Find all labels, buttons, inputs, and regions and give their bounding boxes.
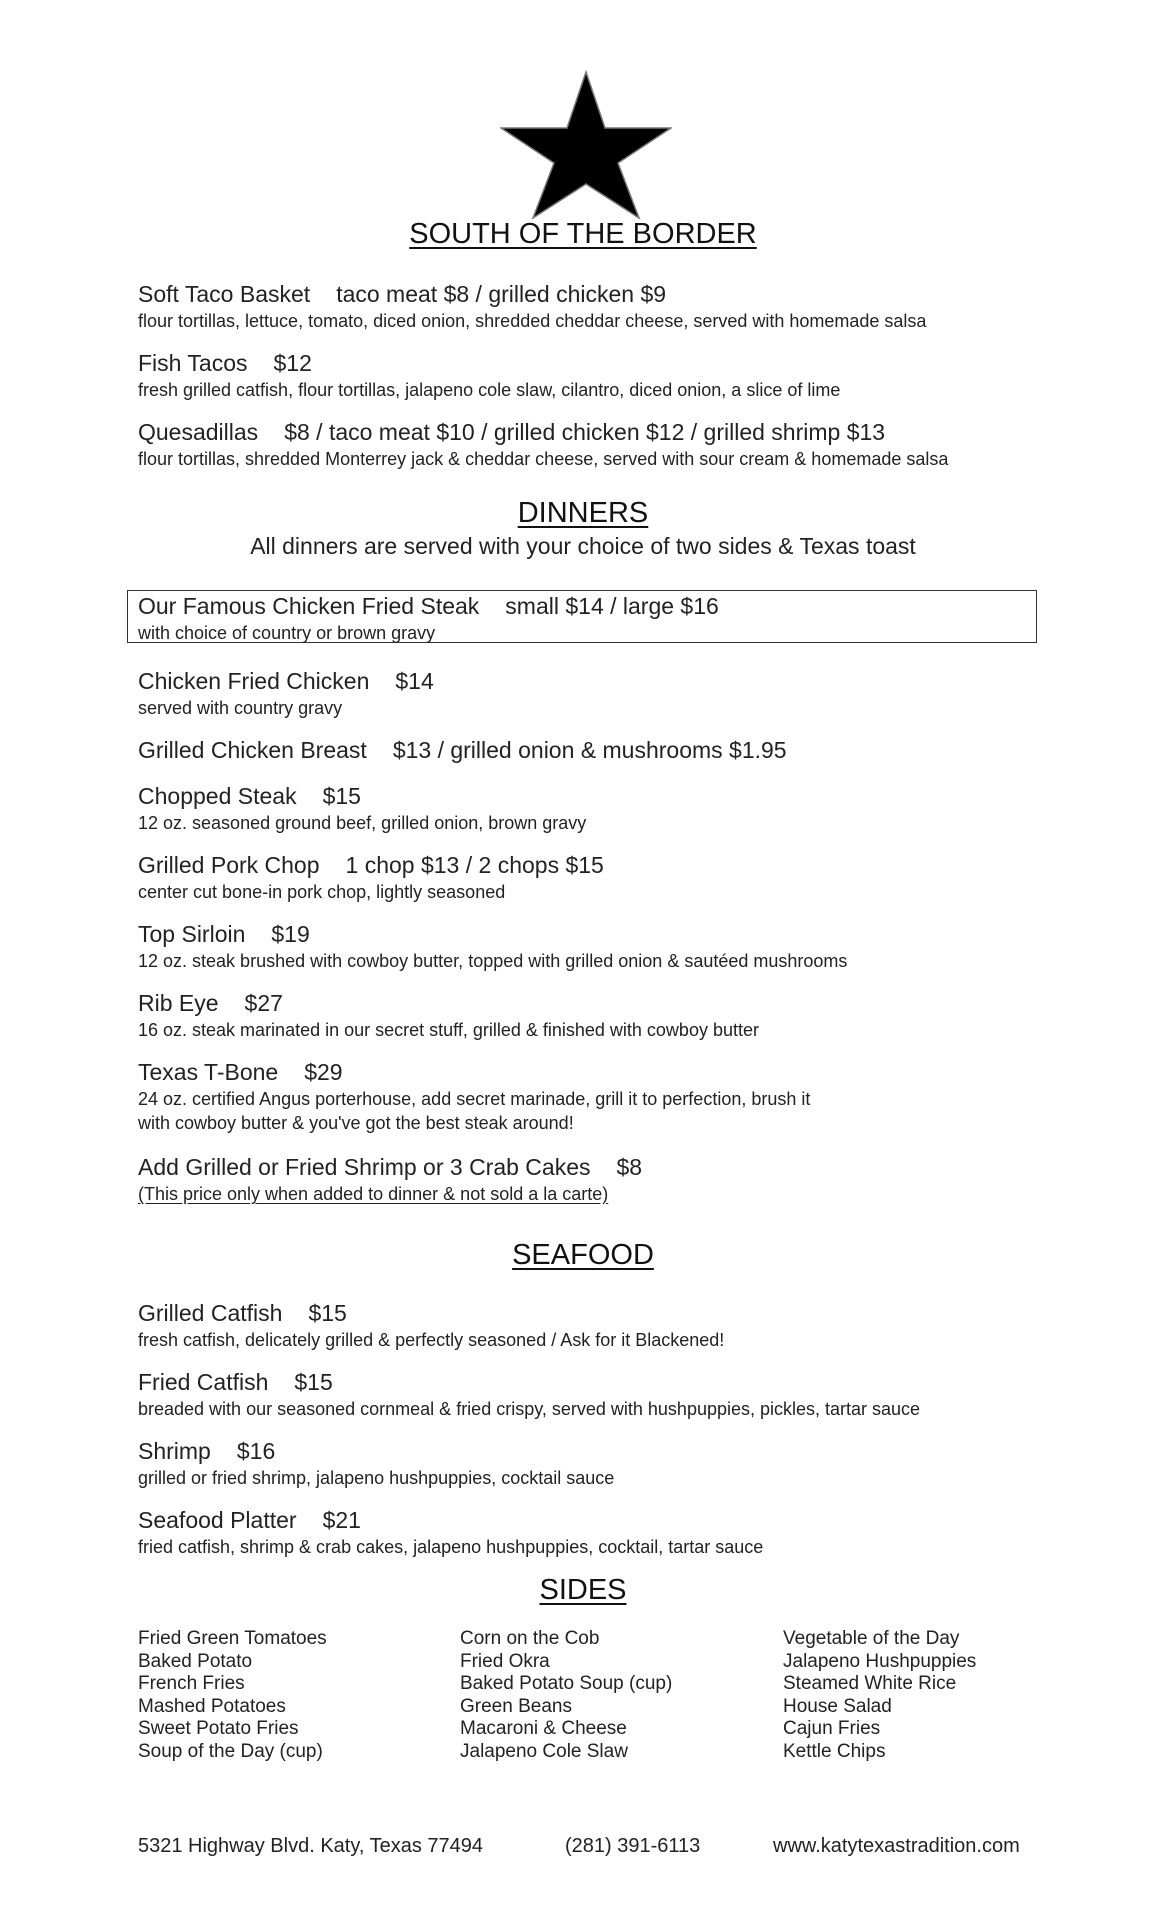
item-price: $14 xyxy=(395,668,434,694)
item-name: Seafood Platter xyxy=(138,1507,297,1533)
item-name: Rib Eye xyxy=(138,990,219,1016)
dinners-subheading: All dinners are served with your choice of two sides & Texas toast xyxy=(250,533,916,559)
side-item: Cajun Fries xyxy=(783,1718,881,1740)
sides-column-3 xyxy=(783,1628,976,1764)
item-price: $27 xyxy=(244,990,283,1016)
item-description: 24 oz. certified Angus porterhouse, add secret marinade, grill it to perfection, brush it xyxy=(138,1089,811,1109)
menu-item xyxy=(138,1436,1038,1490)
item-description: grilled or fried shrimp, jalapeno hushpuppies, cocktail sauce xyxy=(138,1468,615,1488)
menu-item xyxy=(138,781,1038,835)
side-item: Jalapeno Cole Slaw xyxy=(460,1740,628,1762)
item-description: center cut bone-in pork chop, lightly seasoned xyxy=(138,882,506,902)
side-item: Baked Potato xyxy=(138,1650,253,1672)
item-name: Texas T-Bone xyxy=(138,1059,279,1085)
side-item: Baked Potato Soup (cup) xyxy=(460,1673,673,1695)
menu-item xyxy=(138,279,1038,333)
item-price: $15 xyxy=(322,783,361,809)
item-price: 1 chop $13 / 2 chops $15 xyxy=(345,852,604,878)
item-price: $12 xyxy=(273,350,312,376)
side-item: Mashed Potatoes xyxy=(138,1695,286,1717)
menu-item xyxy=(138,988,1038,1042)
item-name: Grilled Chicken Breast xyxy=(138,737,367,763)
side-item: House Salad xyxy=(783,1695,892,1717)
item-name: Chicken Fried Chicken xyxy=(138,668,370,694)
item-price: $29 xyxy=(304,1059,343,1085)
side-item: Soup of the Day (cup) xyxy=(138,1740,323,1762)
item-description: breaded with our seasoned cornmeal & fried crispy, served with hushpuppies, pickles, tartar sauce xyxy=(138,1399,921,1419)
menu-item xyxy=(138,919,1038,973)
item-name: Shrimp xyxy=(138,1438,211,1464)
footer-phone: (281) 391-6113 xyxy=(565,1835,701,1857)
menu-item xyxy=(138,417,1038,471)
item-price: $16 xyxy=(236,1438,276,1464)
menu-item xyxy=(138,1057,1038,1135)
item-description: 12 oz. steak brushed with cowboy butter, topped with grilled onion & sautéed mushrooms xyxy=(138,951,848,971)
footer-address: 5321 Highway Blvd. Katy, Texas 77494 xyxy=(138,1835,484,1857)
item-name: Grilled Pork Chop xyxy=(138,852,320,878)
side-item: Green Beans xyxy=(460,1695,572,1717)
item-name: Chopped Steak xyxy=(138,783,297,809)
sides-column-2 xyxy=(460,1628,672,1764)
side-item: Fried Okra xyxy=(460,1650,550,1672)
item-description: flour tortillas, shredded Monterrey jack & cheddar cheese, served with sour cream & homemade salsa xyxy=(138,449,949,469)
item-name: Fried Catfish xyxy=(138,1369,269,1395)
item-description: fried catfish, shrimp & crab cakes, jalapeno hushpuppies, cocktail, tartar sauce xyxy=(138,1537,764,1557)
item-price: $15 xyxy=(294,1369,333,1395)
item-description: 16 oz. steak marinated in our secret stuff, grilled & finished with cowboy butter xyxy=(138,1020,759,1040)
section-heading-sides: SIDES xyxy=(539,1574,627,1606)
item-name: Soft Taco Basket xyxy=(138,281,311,307)
section-heading-dinners: DINNERS xyxy=(517,497,649,529)
item-description: with choice of country or brown gravy xyxy=(138,623,436,643)
item-price: small $14 / large $16 xyxy=(505,593,719,619)
item-price: $15 xyxy=(308,1300,347,1326)
item-name: Fish Tacos xyxy=(138,350,248,376)
menu-item xyxy=(138,1505,1038,1559)
item-description: fresh grilled catfish, flour tortillas, jalapeno cole slaw, cilantro, diced onion, a slice of lime xyxy=(138,380,841,400)
side-item: Macaroni & Cheese xyxy=(460,1718,627,1740)
item-description: flour tortillas, lettuce, tomato, diced onion, shredded cheddar cheese, served with homemade salsa xyxy=(138,311,927,331)
item-name: Quesadillas xyxy=(138,419,259,445)
item-name: Our Famous Chicken Fried Steak xyxy=(138,593,480,619)
item-note: (This price only when added to dinner & not sold a la carte) xyxy=(138,1184,609,1204)
item-price: taco meat $8 / grilled chicken $9 xyxy=(336,281,667,307)
menu-item xyxy=(138,666,1038,720)
item-description: 12 oz. seasoned ground beef, grilled onion, brown gravy xyxy=(138,813,587,833)
side-item: Jalapeno Hushpuppies xyxy=(783,1650,977,1672)
item-price: $19 xyxy=(271,921,310,947)
side-item: Sweet Potato Fries xyxy=(138,1718,299,1740)
item-description: served with country gravy xyxy=(138,698,343,718)
item-name: Grilled Catfish xyxy=(138,1300,283,1326)
menu-item xyxy=(138,348,1038,402)
star-icon xyxy=(500,70,672,220)
item-name: Top Sirloin xyxy=(138,921,246,947)
menu-item xyxy=(138,1367,1038,1421)
section-heading-seafood: SEAFOOD xyxy=(512,1239,654,1271)
sides-column-1 xyxy=(138,1628,327,1764)
item-description-continued: with cowboy butter & you've got the best steak around! xyxy=(138,1113,574,1133)
section-heading-south-of-the-border: SOUTH OF THE BORDER xyxy=(409,218,757,250)
item-description: fresh catfish, delicately grilled & perfectly seasoned / Ask for it Blackened! xyxy=(138,1330,725,1350)
featured-menu-item xyxy=(138,591,1038,645)
menu-item xyxy=(138,735,1038,765)
side-item: Fried Green Tomatoes xyxy=(138,1628,327,1649)
item-price: $8 / taco meat $10 / grilled chicken $12 / grilled shrimp $13 xyxy=(284,419,886,445)
menu-item xyxy=(138,850,1038,904)
menu-item xyxy=(138,1152,1038,1206)
item-price: $8 xyxy=(616,1154,643,1180)
side-item: Corn on the Cob xyxy=(460,1628,600,1649)
item-price: $13 / grilled onion & mushrooms $1.95 xyxy=(392,737,787,763)
item-name: Add Grilled or Fried Shrimp or 3 Crab Cakes xyxy=(138,1154,591,1180)
side-item: French Fries xyxy=(138,1673,245,1695)
menu-item xyxy=(138,1298,1038,1352)
side-item: Vegetable of the Day xyxy=(783,1628,960,1649)
side-item: Kettle Chips xyxy=(783,1740,886,1762)
side-item: Steamed White Rice xyxy=(783,1673,957,1695)
item-price: $21 xyxy=(322,1507,361,1533)
footer-website: www.katytexastradition.com xyxy=(773,1835,1020,1857)
